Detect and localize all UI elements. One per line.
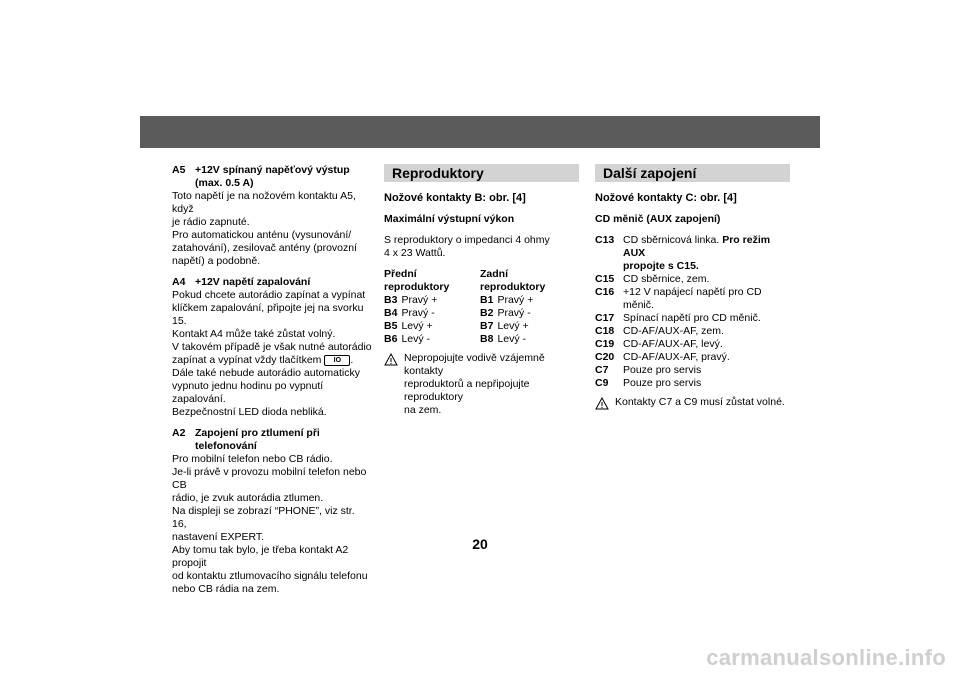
contacts-warning bbox=[595, 396, 790, 410]
text-line: reproduktorů a nepřipojujte reproduktory bbox=[404, 378, 530, 403]
contact-code: C7 bbox=[595, 364, 609, 376]
contact-row-c13 bbox=[595, 234, 790, 273]
a5-description bbox=[172, 190, 372, 268]
text-line: Bezpečnostní LED dioda nebliká. bbox=[172, 406, 327, 418]
speaker-row bbox=[384, 320, 480, 333]
warning-icon bbox=[384, 353, 398, 366]
speaker-row bbox=[480, 320, 576, 333]
contact-label: Pravý + bbox=[497, 294, 534, 306]
text-line: Pokud chcete autorádio zapínat a vypínat bbox=[172, 289, 366, 301]
contact-code: B6 bbox=[384, 333, 398, 345]
contact-label: Pouze pro servis bbox=[623, 377, 702, 389]
contact-code: C13 bbox=[595, 234, 615, 246]
left-column bbox=[172, 164, 372, 596]
speaker-row bbox=[480, 333, 576, 346]
power-description bbox=[384, 234, 579, 260]
contact-label: CD-AF/AUX-AF, pravý. bbox=[623, 351, 730, 363]
contact-label: CD-AF/AUX-AF, levý. bbox=[623, 338, 723, 350]
c13-note-2: propojte s C15. bbox=[623, 260, 699, 272]
contact-row bbox=[595, 273, 790, 286]
warning-icon bbox=[595, 397, 609, 410]
contact-code: C19 bbox=[595, 338, 615, 350]
connector-c-title: Nožové kontakty C: obr. [4] bbox=[595, 192, 737, 204]
contact-code: B8 bbox=[480, 333, 494, 345]
contact-code: B1 bbox=[480, 294, 494, 306]
a4-description: Pokud chcete autorádio zapínat a vypínat klíčkem zapalování, připojte jej na svorku 15. Kontakt A4 může také zůstat volný. V takovém případě je však nutné autorádio zapínat a vypínat vždy tlačítkem IO . Dále také nebude autorádio automaticky vypnuto jednu hodinu po vypnutí zapalování. Bezpečnostní LED dioda nebliká. bbox=[172, 289, 372, 418]
a2-description bbox=[172, 453, 372, 596]
a2-title-line-1: Zapojení pro ztlumení při bbox=[195, 427, 320, 439]
contact-code: C20 bbox=[595, 351, 615, 363]
text-line: od kontaktu ztlumovacího signálu telefonu bbox=[172, 570, 368, 582]
text-line: napětí) a podobně. bbox=[172, 255, 261, 267]
contact-label: Levý - bbox=[401, 333, 431, 345]
a2-heading bbox=[172, 427, 372, 453]
speakers-section-title: Reproduktory bbox=[384, 164, 579, 182]
text-line: Je-li právě v provozu mobilní telefon nebo CB bbox=[172, 466, 367, 491]
a4-code: A4 bbox=[172, 276, 186, 288]
contact-label: Pouze pro servis bbox=[623, 364, 702, 376]
a4-heading bbox=[172, 276, 372, 289]
text-line: nebo CB rádia na zem. bbox=[172, 583, 280, 595]
text-line: Na displeji se zobrazí “PHONE”, viz str. 16, bbox=[172, 505, 355, 530]
text-line: nastavení EXPERT. bbox=[172, 531, 265, 543]
contact-row bbox=[595, 377, 790, 390]
text-line: zatahování), zesilovač antény (provozní bbox=[172, 242, 358, 254]
contact-label: Pravý - bbox=[497, 307, 531, 319]
speakers-column bbox=[384, 164, 579, 417]
text-line: V takovém případě je však nutné autorádio bbox=[172, 341, 372, 353]
contact-label: +12 V napájecí napětí pro CD měnič. bbox=[623, 286, 762, 311]
text-line: rádio, je zvuk autorádia ztlumen. bbox=[172, 492, 324, 504]
speaker-row bbox=[480, 307, 576, 320]
contact-label: CD-AF/AUX-AF, zem. bbox=[623, 325, 724, 337]
a5-title bbox=[195, 164, 350, 190]
speaker-warning bbox=[384, 352, 579, 417]
text-line: 4 x 23 Wattů. bbox=[384, 247, 446, 259]
watermark: carmanualsonline.info bbox=[706, 645, 946, 670]
contact-code: B3 bbox=[384, 294, 398, 306]
a2-title-line-2: telefonování bbox=[195, 440, 257, 452]
contact-label: Pravý + bbox=[401, 294, 438, 306]
text-line: Aby tomu tak bylo, je třeba kontakt A2 propojit bbox=[172, 544, 349, 569]
contact-label: CD sběrnice, zem. bbox=[623, 273, 710, 285]
page-number: 20 bbox=[472, 536, 488, 552]
contact-label: Pravý - bbox=[401, 307, 435, 319]
c13-note-1: Pro režim AUX bbox=[623, 234, 771, 259]
cd-changer-title: CD měnič (AUX zapojení) bbox=[595, 213, 721, 225]
speaker-row bbox=[480, 294, 576, 307]
text-line: je rádio zapnuté. bbox=[172, 216, 250, 228]
contact-label: Levý - bbox=[497, 333, 527, 345]
text-line: na zem. bbox=[404, 404, 442, 416]
contact-row bbox=[595, 286, 790, 312]
text-line: Kontakt A4 může také zůstat volný. bbox=[172, 328, 336, 340]
a5-code: A5 bbox=[172, 164, 186, 176]
text-line: Toto napětí je na nožovém kontaktu A5, když bbox=[172, 190, 356, 215]
contact-code: B4 bbox=[384, 307, 398, 319]
contact-code: B5 bbox=[384, 320, 398, 332]
text-line: Nepropojujte vodivě vzájemně kontakty bbox=[404, 352, 545, 377]
c13-text: CD sběrnicová linka. bbox=[623, 234, 720, 246]
contact-code: B2 bbox=[480, 307, 494, 319]
a5-heading bbox=[172, 164, 372, 190]
contact-code: C16 bbox=[595, 286, 615, 298]
contact-label: Levý + bbox=[497, 320, 529, 332]
other-connections-column bbox=[595, 164, 790, 410]
front-speakers-header: Přední reproduktory bbox=[384, 268, 450, 293]
power-button-icon: IO bbox=[324, 355, 350, 366]
contact-code: C17 bbox=[595, 312, 615, 324]
speaker-warning-text bbox=[404, 352, 579, 417]
text-line: Dále také nebude autorádio automaticky bbox=[172, 367, 360, 379]
contact-label: Spínací napětí pro CD měnič. bbox=[623, 312, 761, 324]
contact-row bbox=[595, 325, 790, 338]
speaker-row bbox=[384, 307, 480, 320]
connector-b-title: Nožové kontakty B: obr. [4] bbox=[384, 192, 526, 204]
contact-code: C9 bbox=[595, 377, 609, 389]
contact-row bbox=[595, 338, 790, 351]
contact-label bbox=[623, 234, 790, 273]
contact-code: C15 bbox=[595, 273, 615, 285]
text-line: Pro automatickou anténu (vysunování/ bbox=[172, 229, 352, 241]
contacts-warning-text: Kontakty C7 a C9 musí zůstat volné. bbox=[615, 396, 785, 408]
contact-row bbox=[595, 351, 790, 364]
speaker-row bbox=[384, 333, 480, 346]
rear-speakers-header: Zadní reproduktory bbox=[480, 268, 546, 293]
a2-title bbox=[195, 427, 320, 453]
text-line: S reproduktory o impedanci 4 ohmy bbox=[384, 234, 550, 246]
speaker-row bbox=[384, 294, 480, 307]
top-header-bar bbox=[140, 116, 820, 148]
a5-title-line-2: (max. 0.5 A) bbox=[195, 177, 254, 189]
a5-title-line-1: +12V spínaný napěťový výstup bbox=[195, 164, 350, 176]
contact-label: Levý + bbox=[401, 320, 433, 332]
speaker-table bbox=[384, 268, 579, 346]
other-connections-section-title: Další zapojení bbox=[595, 164, 790, 182]
text-line: Pro mobilní telefon nebo CB rádio. bbox=[172, 453, 333, 465]
contact-code: B7 bbox=[480, 320, 494, 332]
contact-code: C18 bbox=[595, 325, 615, 337]
a2-code: A2 bbox=[172, 427, 186, 439]
text-line: klíčkem zapalování, připojte jej na svorku 15. bbox=[172, 302, 364, 327]
a4-title: +12V napětí zapalování bbox=[195, 276, 311, 288]
text-line: zapínat a vypínat vždy tlačítkem bbox=[172, 354, 322, 366]
text-line: vypnuto jednu hodinu po vypnutí zapalování. bbox=[172, 380, 324, 405]
max-power-title: Maximální výstupní výkon bbox=[384, 213, 515, 225]
contact-row bbox=[595, 364, 790, 377]
contact-row bbox=[595, 312, 790, 325]
